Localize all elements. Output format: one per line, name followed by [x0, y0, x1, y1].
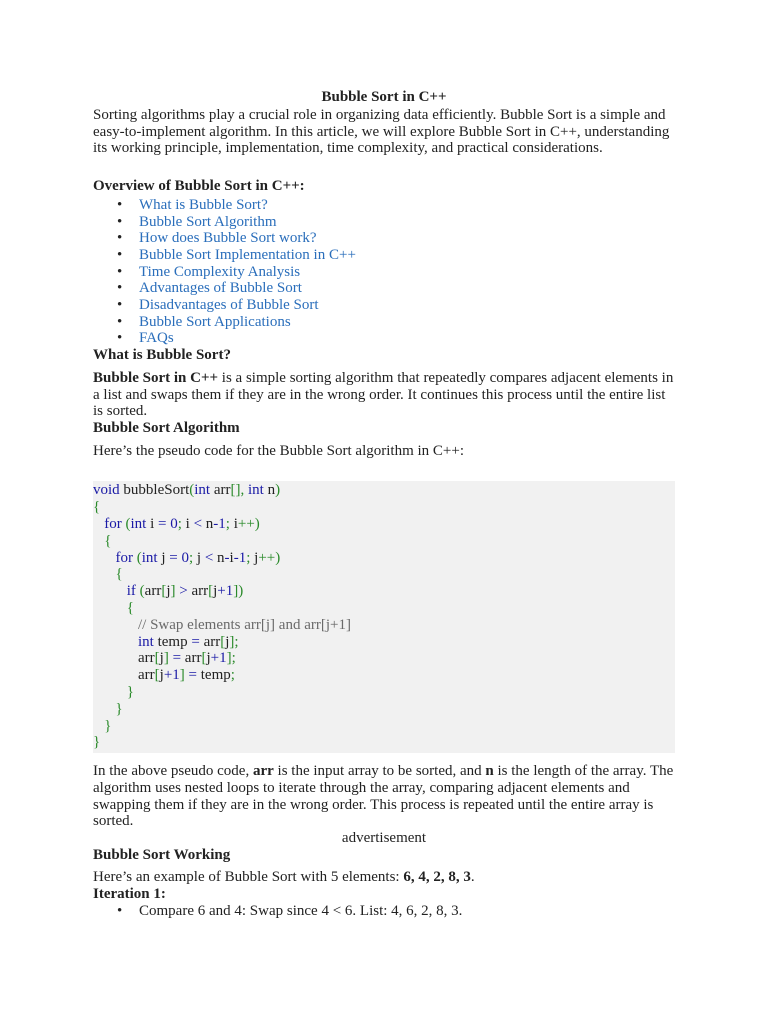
- code-token: {: [93, 499, 101, 516]
- code-token: i: [229, 515, 238, 532]
- code-token: [: [208, 583, 214, 600]
- toc-link-applications[interactable]: Bubble Sort Applications: [139, 313, 291, 330]
- code-token: -: [224, 549, 230, 566]
- code-token: [: [220, 633, 226, 650]
- code-token: (: [133, 549, 142, 566]
- code-token: ++): [237, 515, 260, 532]
- code-token: }: [93, 734, 101, 751]
- working-heading: Bubble Sort Working: [93, 846, 231, 863]
- explanation-paragraph: [93, 763, 675, 830]
- advertisement-label: advertisement: [341, 829, 427, 846]
- code-line: [93, 617, 675, 634]
- code-token: ]: [163, 650, 169, 667]
- code-token: -: [213, 515, 219, 532]
- code-token: ];: [226, 650, 236, 667]
- what-is-heading: What is Bubble Sort?: [93, 347, 231, 364]
- code-token: for: [104, 515, 122, 532]
- code-line: [93, 482, 675, 499]
- code-token: void: [93, 482, 120, 499]
- toc-item: [139, 230, 675, 247]
- code-token: n: [263, 482, 276, 499]
- code-token: +: [217, 583, 226, 600]
- working-example: [93, 869, 675, 886]
- toc-item: [139, 264, 675, 281]
- code-token: if: [126, 583, 136, 600]
- code-token: arr: [144, 583, 162, 600]
- code-token: arr: [210, 482, 231, 499]
- code-token: -: [233, 549, 239, 566]
- code-token: [: [154, 667, 160, 684]
- code-token: for: [115, 549, 133, 566]
- intro-paragraph: Sorting algorithms play a crucial role in organizing data efficiently. Bubble Sort is a simple and easy-to-implement algorithm. In this article, we will explore Bubble Sort in C++, understanding its working principle, implementation, time complexity, and practical considerations.: [93, 107, 670, 157]
- code-token: j: [166, 583, 171, 600]
- code-line: [93, 566, 675, 583]
- code-token: int: [141, 549, 158, 566]
- code-token: =: [172, 650, 182, 667]
- code-token: int: [130, 515, 147, 532]
- code-token: 1: [225, 583, 234, 600]
- example-text: Here’s an example of Bubble Sort with 5 elements:: [93, 869, 404, 886]
- code-token: }: [126, 683, 134, 700]
- code-token: (: [135, 583, 145, 600]
- explain-text: is the input array to be sorted, and: [273, 763, 486, 780]
- code-token: j: [193, 549, 205, 566]
- code-token: {: [104, 532, 112, 549]
- code-token: arr: [138, 650, 155, 667]
- article-body: [93, 88, 675, 919]
- code-token: 0: [177, 549, 189, 566]
- code-token: i: [229, 549, 234, 566]
- code-block: [93, 481, 675, 753]
- code-token: j: [213, 583, 218, 600]
- explain-bold-n: n: [485, 763, 494, 780]
- code-line: [93, 600, 675, 617]
- toc-link-how-works[interactable]: How does Bubble Sort work?: [139, 230, 317, 247]
- algorithm-heading: Bubble Sort Algorithm: [93, 419, 240, 436]
- code-line: [93, 684, 675, 701]
- example-text: .: [470, 869, 475, 886]
- code-token: (: [121, 515, 131, 532]
- code-token: int: [248, 482, 264, 499]
- toc-item: [139, 247, 675, 264]
- code-token: [: [161, 583, 167, 600]
- iteration-steps: [93, 903, 675, 920]
- toc-item: [139, 197, 675, 214]
- toc-link-time-complexity[interactable]: Time Complexity Analysis: [139, 263, 301, 280]
- toc-link-disadvantages[interactable]: Disadvantages of Bubble Sort: [139, 297, 319, 314]
- code-line: [93, 634, 675, 651]
- code-token: 1: [218, 515, 226, 532]
- toc-link-faqs[interactable]: FAQs: [139, 330, 174, 347]
- code-token: =: [188, 667, 198, 684]
- example-values: 6, 4, 2, 8, 3: [403, 869, 471, 886]
- code-line: [93, 583, 675, 600]
- code-token: =: [169, 549, 178, 566]
- code-token: ]: [170, 583, 176, 600]
- code-token: j: [159, 667, 164, 684]
- iteration-heading: Iteration 1:: [93, 886, 166, 903]
- toc-link-advantages[interactable]: Advantages of Bubble Sort: [139, 280, 302, 297]
- code-token: arr: [138, 667, 155, 684]
- code-token: ;: [225, 515, 230, 532]
- code-token: >: [179, 583, 188, 600]
- code-token: [],: [230, 482, 245, 499]
- code-token: j: [250, 549, 259, 566]
- code-token: int: [194, 482, 211, 499]
- code-token: arr: [181, 650, 202, 667]
- code-token: int: [138, 633, 154, 650]
- code-token: arr: [199, 633, 221, 650]
- code-line: [93, 516, 675, 533]
- code-token: 1: [219, 650, 227, 667]
- code-token: +: [163, 667, 173, 684]
- what-is-text: is a simple sorting algorithm that repeatedly compares adjacent elements in a list and swaps them if they are in the wrong order. It continues this process until the entire list is sorted.: [93, 369, 674, 420]
- overview-list: [93, 197, 675, 347]
- code-token: ];: [229, 633, 239, 650]
- code-token: <: [193, 515, 203, 532]
- code-token: 1: [172, 667, 180, 684]
- what-is-bold-lead: Bubble Sort in C++: [93, 369, 219, 386]
- code-token: j: [206, 650, 211, 667]
- code-token: bubbleSort: [119, 482, 190, 499]
- code-token: ): [275, 482, 281, 499]
- code-token: n: [213, 549, 225, 566]
- code-token: [: [201, 650, 207, 667]
- code-token: j: [225, 633, 230, 650]
- code-line: [93, 701, 675, 718]
- code-token: }: [104, 717, 112, 734]
- code-token: ]): [233, 583, 244, 600]
- code-token: ;: [230, 667, 235, 684]
- what-is-paragraph: [93, 370, 675, 420]
- code-line: [93, 667, 675, 684]
- code-token: [: [154, 650, 160, 667]
- code-line: [93, 499, 675, 516]
- toc-link-algorithm[interactable]: Bubble Sort Algorithm: [139, 213, 277, 230]
- code-line: [93, 718, 675, 735]
- explain-text: is the length of the array. The algorithm uses nested loops to iterate through the array, comparing adjacent elements and swapping them if they are in the wrong order. This process is repeated until the entire array is sorted.: [93, 763, 674, 830]
- code-line: [93, 550, 675, 567]
- code-token: ;: [188, 549, 194, 566]
- code-token: =: [191, 633, 200, 650]
- toc-item: [139, 280, 675, 297]
- code-token: j: [159, 650, 164, 667]
- code-token: <: [204, 549, 214, 566]
- explain-text: In the above pseudo code,: [93, 763, 253, 780]
- code-token: ]: [179, 667, 185, 684]
- code-comment: // Swap elements arr[j] and arr[j+1]: [138, 616, 351, 633]
- iteration-step: • Compare 6 and 4: Swap since 4 < 6. List: 4, 6, 2, 8, 3.: [139, 903, 675, 920]
- algorithm-intro: Here’s the pseudo code for the Bubble Sort algorithm in C++:: [93, 442, 465, 459]
- code-token: }: [115, 700, 123, 717]
- code-token: {: [115, 566, 123, 583]
- code-token: {: [126, 599, 134, 616]
- code-token: 0: [166, 515, 178, 532]
- toc-item: [139, 297, 675, 314]
- code-token: arr: [187, 583, 209, 600]
- code-line: [93, 650, 675, 667]
- code-token: ;: [177, 515, 182, 532]
- code-token: j: [157, 549, 170, 566]
- toc-item: [139, 314, 675, 331]
- toc-item: [139, 330, 675, 347]
- code-token: (: [189, 482, 195, 499]
- code-token: i: [181, 515, 194, 532]
- code-token: ++): [258, 549, 281, 566]
- code-token: 1: [238, 549, 247, 566]
- code-token: +: [210, 650, 220, 667]
- code-token: temp: [153, 633, 192, 650]
- code-token: i: [146, 515, 159, 532]
- code-token: n: [202, 515, 214, 532]
- page-title: Bubble Sort in C++: [321, 89, 447, 105]
- toc-link-what-is[interactable]: What is Bubble Sort?: [139, 196, 268, 213]
- code-token: temp: [197, 667, 231, 684]
- explain-bold-arr: arr: [252, 763, 274, 780]
- code-token: ;: [246, 549, 251, 566]
- code-line: [93, 533, 675, 550]
- toc-link-implementation[interactable]: Bubble Sort Implementation in C++: [139, 246, 356, 263]
- code-line: [93, 734, 675, 751]
- overview-heading: Overview of Bubble Sort in C++:: [93, 178, 305, 195]
- code-token: =: [158, 515, 167, 532]
- toc-item: [139, 214, 675, 231]
